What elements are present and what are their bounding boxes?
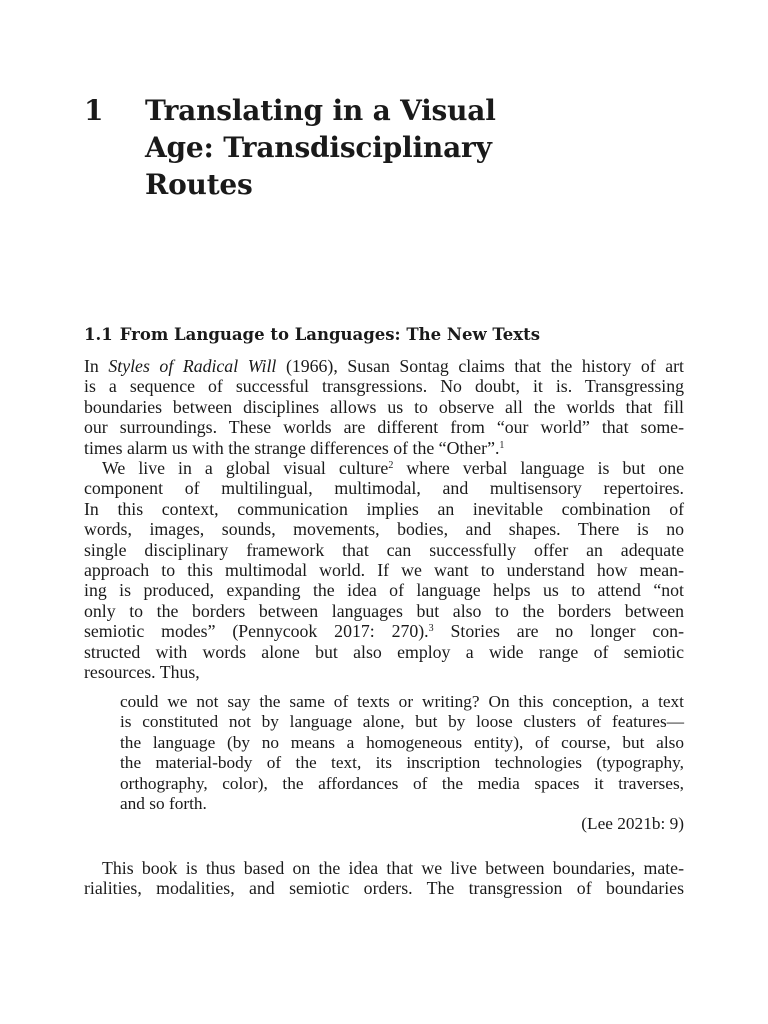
text-line: structed with words alone but also employ a wide range of semiotic (84, 641, 684, 662)
footnote-ref[interactable]: 3 (428, 623, 434, 635)
text-line: is a sequence of successful transgressions. No doubt, it is. Transgressing (84, 376, 684, 397)
section-title: From Language to Languages: The New Texts (119, 325, 541, 344)
text-line: rialities, modalities, and semiotic orders. The transgression of boundaries (84, 878, 684, 899)
section-number: 1.1 (84, 325, 113, 344)
text-line: boundaries between disciplines allows us to observe all the worlds that fill (84, 396, 684, 417)
text-line: single disciplinary framework that can successfully offer an adequate (84, 539, 684, 560)
book-title-italic: Styles of Radical Will (108, 356, 277, 376)
chapter-number: 1 (84, 94, 104, 127)
text-line: only to the borders between languages but also to the borders between (84, 600, 684, 621)
paragraph (84, 858, 684, 899)
text-span: where verbal language is but one (393, 458, 684, 478)
text-line (84, 438, 684, 458)
quote-citation: (Lee 2021b: 9) (581, 814, 684, 834)
block-quote (120, 692, 684, 835)
quote-line: orthography, color), the affordances of the media spaces it traverses, (120, 773, 684, 793)
text-span: semiotic modes” (Pennycook 2017: 270). (84, 621, 429, 642)
paragraph (84, 458, 684, 682)
footnote-ref[interactable]: 2 (388, 460, 394, 471)
text-line: In this context, communication implies an inevitable combination of (84, 498, 684, 519)
quote-line: could we not say the same of texts or writing? On this conception, a text (120, 692, 684, 711)
text-line: approach to this multimodal world. If we want to understand how mean- (84, 560, 684, 581)
quote-line: the material-body of the text, its inscription technologies (typography, (120, 753, 684, 773)
text-line: component of multilingual, multimodal, and multisensory repertoires. (84, 478, 684, 499)
text-line: resources. Thus, (84, 662, 200, 683)
text-line (84, 458, 684, 478)
text-line: our surroundings. These worlds are different from “our world” that some- (84, 417, 684, 438)
text-line (84, 356, 684, 376)
text-span: (1966), Susan Sontag claims that the history of art (276, 356, 684, 376)
chapter-heading (84, 92, 684, 203)
chapter-title (145, 92, 525, 203)
chapter-title-line: Routes (145, 168, 253, 201)
quote-line: is constituted not by language alone, but by loose clusters of features— (120, 712, 684, 732)
chapter-title-line: Translating in a Visual (145, 94, 496, 127)
text-line (84, 621, 684, 641)
text-span: times alarm us with the strange differences of the “Other”. (84, 437, 500, 458)
paragraph (84, 356, 684, 458)
quote-line: the language (by no means a homogeneous entity), of course, but also (120, 732, 684, 752)
text-span: In (84, 356, 109, 376)
text-span: We live in a global visual culture (102, 458, 389, 478)
text-line: This book is thus based on the idea that we live between boundaries, mate- (102, 858, 684, 878)
footnote-ref[interactable]: 1 (499, 439, 505, 451)
quote-line: and so forth. (120, 794, 207, 814)
text-line: words, images, sounds, movements, bodies, and shapes. There is no (84, 519, 684, 540)
text-line: ing is produced, expanding the idea of language helps us to attend “not (84, 580, 684, 601)
section-heading (84, 323, 684, 347)
chapter-title-line: Age: Transdisciplinary (145, 131, 492, 164)
text-span: Stories are no longer con- (433, 621, 684, 642)
